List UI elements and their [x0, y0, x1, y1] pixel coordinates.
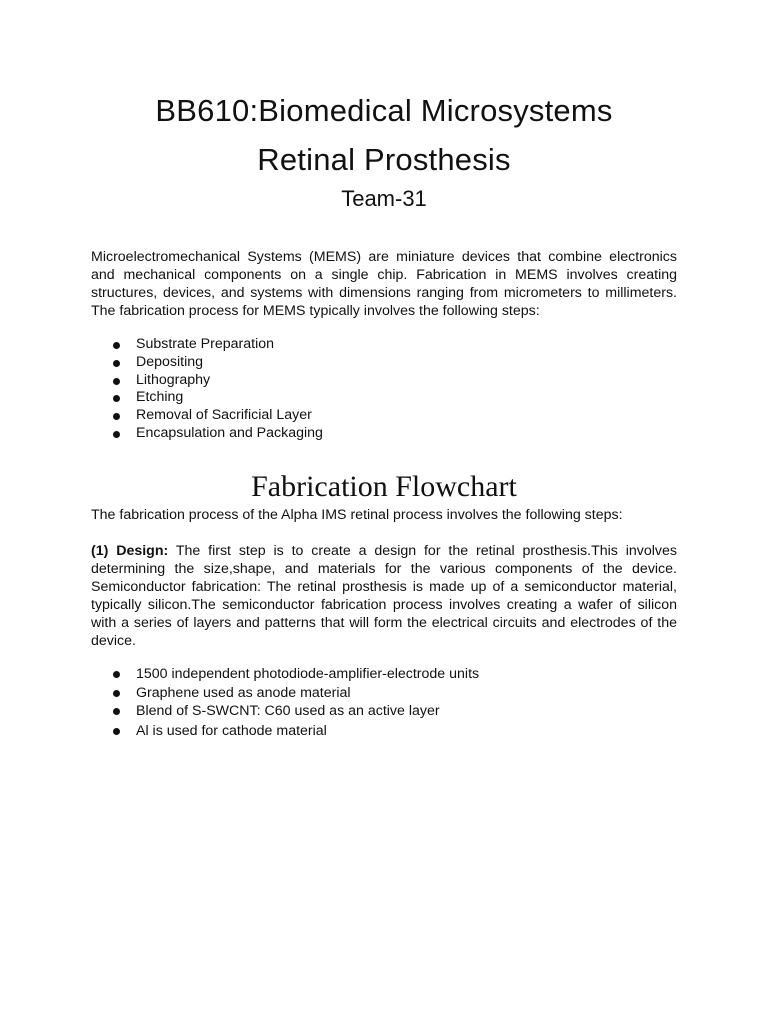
list-item-text: Depositing — [136, 353, 204, 370]
list-item-text: Substrate Preparation — [136, 336, 275, 352]
list-item — [113, 389, 323, 407]
bullet-icon — [113, 395, 120, 402]
bullet-icon — [113, 431, 120, 438]
bullet-icon — [113, 728, 120, 735]
bullet-icon — [113, 413, 120, 420]
fabrication-steps-list — [113, 336, 323, 443]
list-item — [113, 684, 479, 703]
course-title: BB610:Biomedical Microsystems — [155, 93, 613, 128]
section-heading: Fabrication Flowchart — [251, 470, 517, 503]
flowchart-intro: The fabrication process of the Alpha IMS retinal process involves the following steps: — [91, 507, 623, 523]
list-item — [113, 407, 323, 425]
bullet-icon — [113, 708, 120, 715]
list-item — [113, 702, 479, 721]
list-item-text: Al is used for cathode material — [136, 722, 327, 739]
list-item-text: Graphene used as anode material — [136, 684, 351, 701]
list-item — [113, 722, 479, 741]
design-label: (1) Design: — [91, 543, 169, 559]
design-paragraph — [91, 542, 677, 650]
list-item — [113, 336, 323, 354]
list-item — [113, 665, 479, 684]
design-text: The first step is to create a design for the retinal prosthesis.This involves determining the size,shape, and materials for the various components of the device. Semiconductor fabrication: The retinal prosthesis is made up of a semiconductor material, typically silicon.The semiconductor fabrication process involves creating a wafer of silicon with a series of layers and patterns that will form the electrical circuits and electrodes of the device. — [91, 543, 677, 649]
list-item — [113, 354, 323, 372]
list-item-text: Etching — [136, 389, 184, 406]
list-item — [113, 372, 323, 390]
list-item-text: Encapsulation and Packaging — [136, 424, 323, 441]
list-item-text: Removal of Sacrificial Layer — [136, 407, 312, 424]
project-title: Retinal Prosthesis — [257, 142, 511, 177]
list-item-text: Lithography — [136, 371, 211, 388]
bullet-icon — [113, 342, 120, 349]
bullet-icon — [113, 378, 120, 385]
team-label: Team-31 — [341, 186, 427, 211]
list-item-text: 1500 independent photodiode-amplifier-electrode units — [136, 666, 480, 682]
bullet-icon — [113, 671, 120, 678]
intro-paragraph: Microelectromechanical Systems (MEMS) are miniature devices that combine electronics and mechanical components on a single chip. Fabrication in MEMS involves creating structures, devices, and systems with dimensions ranging from micrometers to millimeters. The fabrication process for MEMS typically involves the following steps: — [91, 249, 677, 319]
bullet-icon — [113, 690, 120, 697]
list-item-text: Blend of S-SWCNT: C60 used as an active layer — [136, 703, 440, 719]
features-list — [113, 665, 479, 740]
list-item — [113, 425, 323, 443]
bullet-icon — [113, 360, 120, 367]
